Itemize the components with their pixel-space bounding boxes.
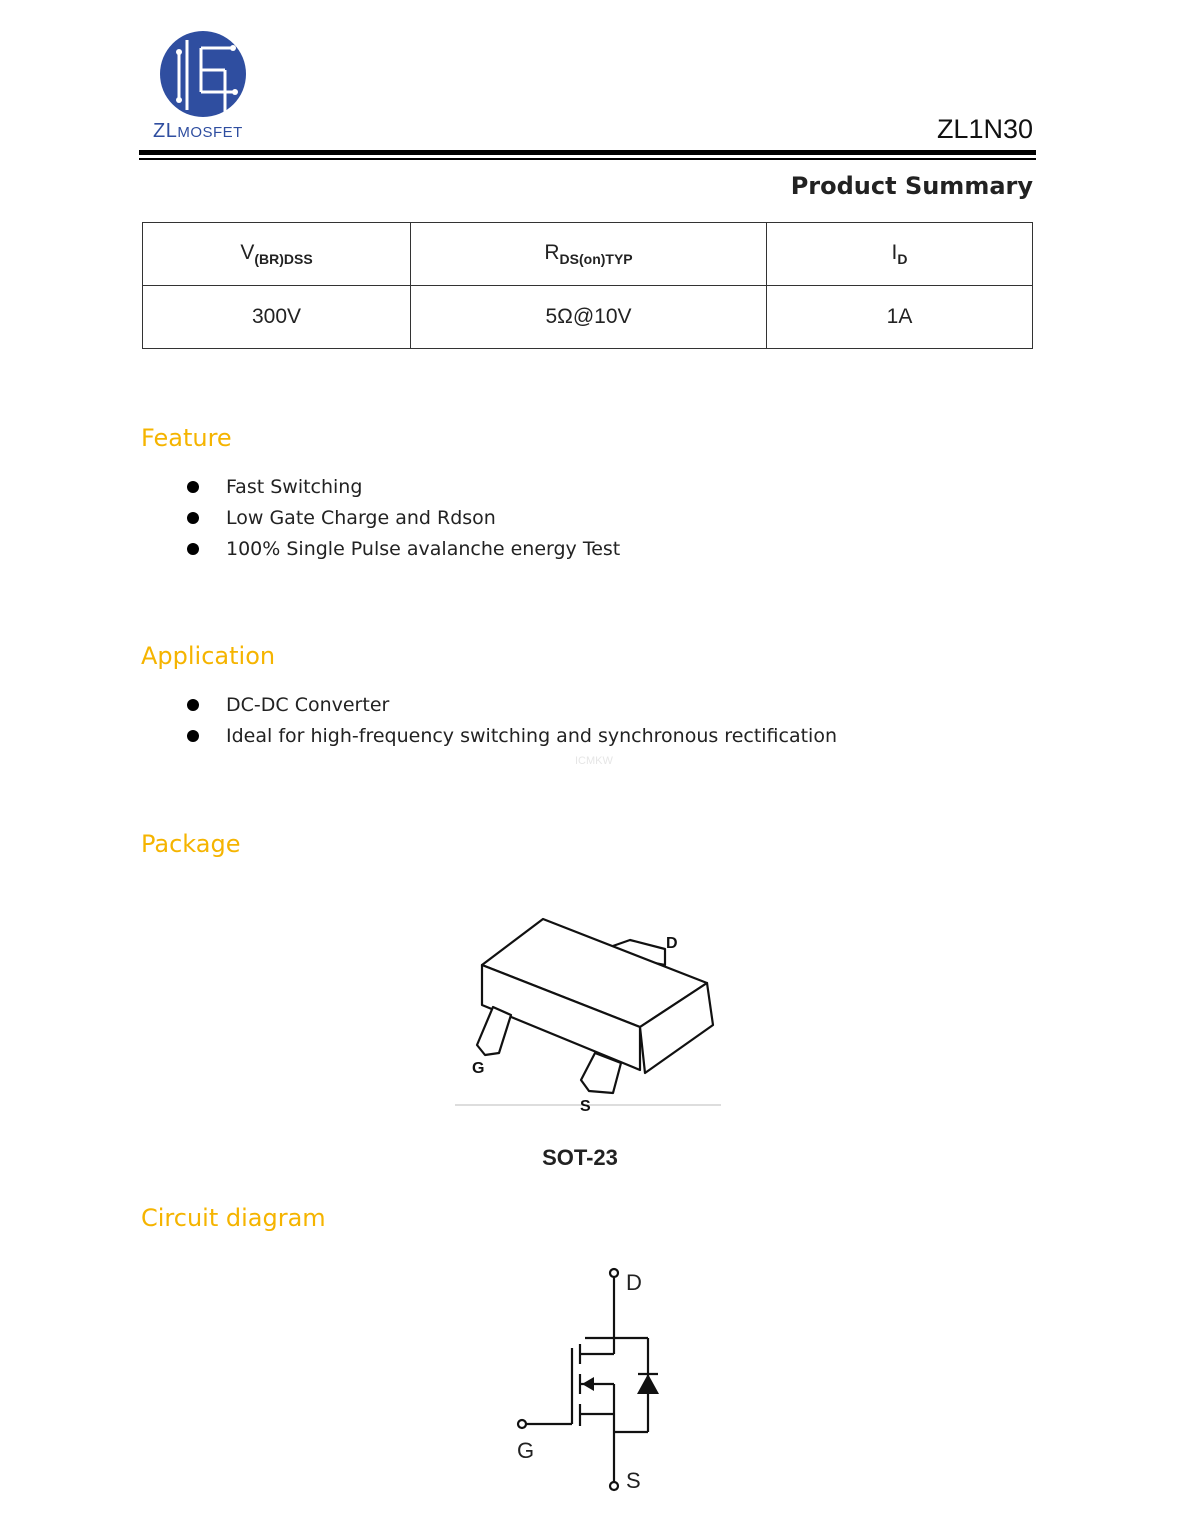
- pin-label-s: S: [580, 1098, 591, 1111]
- watermark: ICMKW: [575, 755, 613, 767]
- part-number: ZL1N30: [936, 114, 1033, 144]
- list-item: Fast Switching: [180, 472, 620, 503]
- application-heading: Application: [141, 642, 276, 670]
- value-vbrdss: 300V: [143, 286, 411, 349]
- header-id: $I_D$: [767, 223, 1033, 286]
- brand-name: ZLMOSFET: [153, 120, 243, 142]
- table-header-row: [143, 223, 1033, 286]
- header-rule-thick: [139, 150, 1036, 155]
- circuit-label-g: G: [517, 1438, 535, 1463]
- table-row: [143, 286, 1033, 349]
- sot23-package-drawing: [455, 895, 721, 1111]
- circuit-label-s: S: [626, 1468, 641, 1493]
- feature-list: [180, 472, 620, 565]
- circuit-label-d: D: [626, 1270, 642, 1295]
- header-vbrdss: $V_{(BR)DSS}$: [143, 223, 411, 286]
- value-id: 1A: [767, 286, 1033, 349]
- package-heading: Package: [141, 830, 241, 858]
- feature-heading: Feature: [141, 424, 232, 452]
- list-item: Ideal for high-frequency switching and synchronous rectification: [180, 721, 837, 752]
- product-summary-title: Product Summary: [790, 172, 1033, 200]
- application-list: [180, 690, 837, 752]
- header-rule-thin: [139, 158, 1036, 160]
- list-item: Low Gate Charge and Rdson: [180, 503, 620, 534]
- mosfet-circuit-symbol: [510, 1262, 670, 1500]
- circuit-heading: Circuit diagram: [141, 1204, 326, 1232]
- product-summary-table: [142, 222, 1033, 349]
- list-item: DC-DC Converter: [180, 690, 837, 721]
- value-rdson: 5Ω@10V: [411, 286, 767, 349]
- package-name: SOT-23: [542, 1145, 618, 1170]
- list-item: 100% Single Pulse avalanche energy Test: [180, 534, 620, 565]
- pin-label-d: D: [666, 935, 678, 952]
- pin-label-g: G: [472, 1060, 485, 1077]
- header-rdson: $R_{DS(on)TYP}$: [411, 223, 767, 286]
